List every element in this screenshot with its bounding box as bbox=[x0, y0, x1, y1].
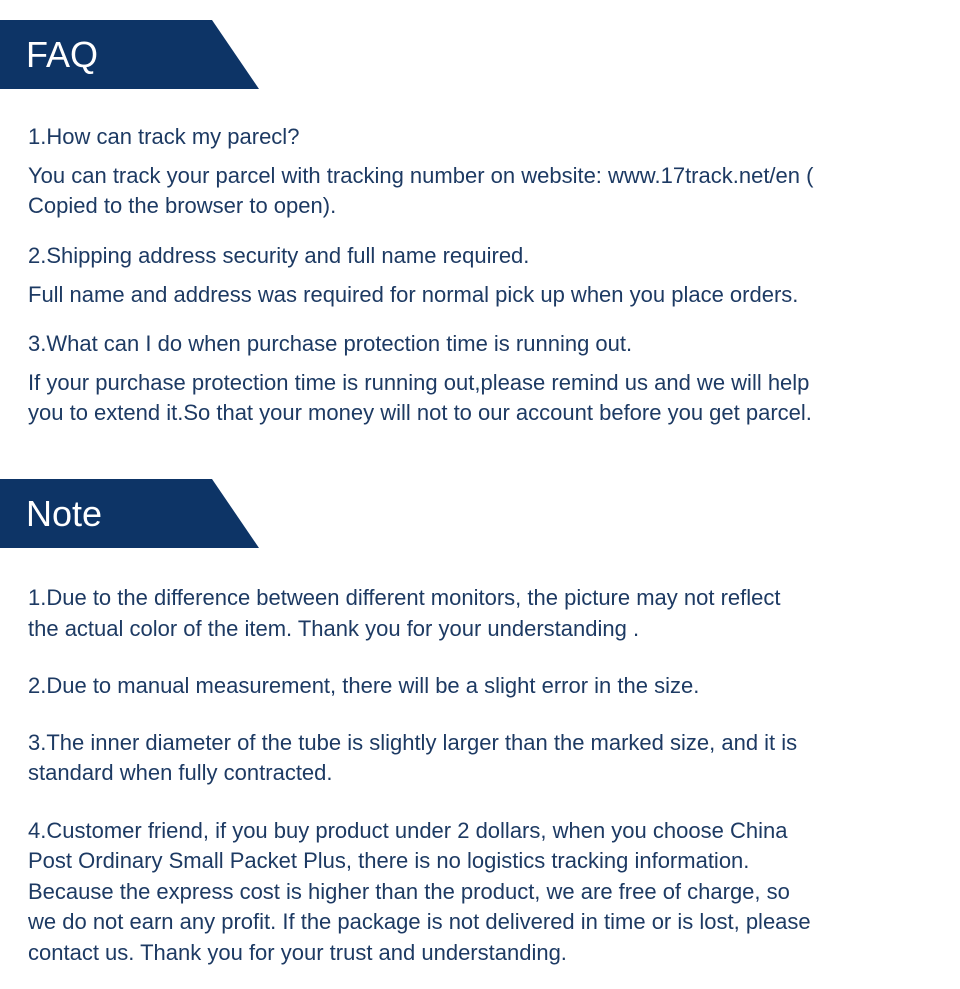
note-item-1-line-1: 1.Due to the difference between different monitors, the picture may not reflect bbox=[28, 585, 781, 610]
faq-answer-3-line-2: you to extend it.So that your money will not to our account before you get parcel. bbox=[28, 400, 812, 425]
faq-answer-1-line-2: Copied to the browser to open). bbox=[28, 193, 337, 218]
note-item-4-line-5: contact us. Thank you for your trust and understanding. bbox=[28, 940, 567, 965]
faq-title: FAQ bbox=[26, 34, 99, 75]
note-item-4-line-1: 4.Customer friend, if you buy product under 2 dollars, when you choose China bbox=[28, 818, 788, 843]
note-title: Note bbox=[26, 493, 103, 534]
note-item-1-line-2: the actual color of the item. Thank you for your understanding . bbox=[28, 616, 640, 641]
faq-question-1: 1.How can track my parecl? bbox=[28, 124, 300, 149]
faq-question-2: 2.Shipping address security and full name required. bbox=[28, 243, 530, 268]
note-item-4-line-3: Because the express cost is higher than the product, we are free of charge, so bbox=[28, 879, 790, 904]
note-item-2-line-1: 2.Due to manual measurement, there will be a slight error in the size. bbox=[28, 673, 700, 698]
note-item-4-line-4: we do not earn any profit. If the package is not delivered in time or is lost, please bbox=[28, 909, 811, 934]
note-section-banner bbox=[0, 479, 260, 548]
note-item-4-line-2: Post Ordinary Small Packet Plus, there is no logistics tracking information. bbox=[28, 848, 750, 873]
faq-answer-3-line-1: If your purchase protection time is running out,please remind us and we will help bbox=[28, 370, 810, 395]
note-item-3-line-2: standard when fully contracted. bbox=[28, 760, 333, 785]
faq-answer-2-line-1: Full name and address was required for normal pick up when you place orders. bbox=[28, 282, 799, 307]
faq-question-3: 3.What can I do when purchase protection time is running out. bbox=[28, 331, 633, 356]
faq-section-banner bbox=[0, 20, 260, 89]
faq-answer-1-line-1: You can track your parcel with tracking number on website: www.17track.net/en ( bbox=[28, 163, 814, 188]
note-item-3-line-1: 3.The inner diameter of the tube is slightly larger than the marked size, and it is bbox=[28, 730, 798, 755]
